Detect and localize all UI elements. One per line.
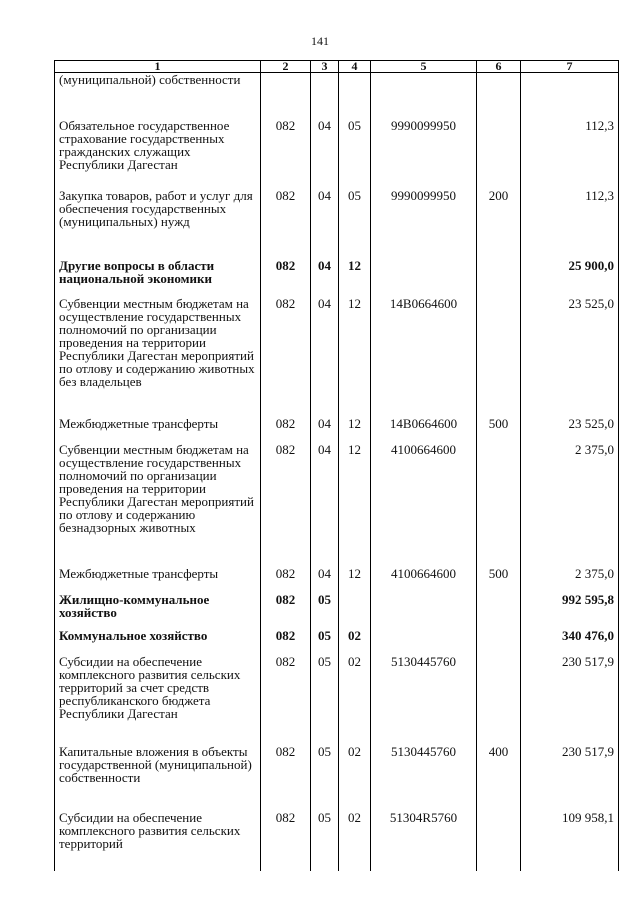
row-ved-cell: 082 <box>261 629 311 655</box>
header-row <box>55 61 619 73</box>
row-pr-cell <box>339 593 371 629</box>
row-vr-cell <box>477 811 521 871</box>
row-vr-cell <box>477 119 521 189</box>
row-vr-cell <box>477 259 521 297</box>
table-row <box>55 629 619 655</box>
table-row <box>55 593 619 629</box>
header-col-1: 1 <box>55 61 261 73</box>
header-col-2: 2 <box>261 61 311 73</box>
row-sum-cell <box>521 73 619 119</box>
row-name-cell: Субвенции местным бюджетам на осуществление государственных полномочий по организации проведения на территории Республики Дагестан мероприятий по отлову и содержанию животных без владельцев <box>55 297 261 417</box>
row-csr-cell: 5130445760 <box>371 655 477 745</box>
row-pr-cell: 12 <box>339 443 371 567</box>
row-rz-cell: 04 <box>311 567 339 593</box>
row-sum-cell: 23 525,0 <box>521 417 619 443</box>
row-vr-cell <box>477 73 521 119</box>
row-rz-cell: 04 <box>311 443 339 567</box>
table-row <box>55 745 619 811</box>
row-pr-cell: 05 <box>339 119 371 189</box>
row-pr-cell: 12 <box>339 259 371 297</box>
row-name-cell: Межбюджетные трансферты <box>55 417 261 443</box>
row-name-cell: Субсидии на обеспечение комплексного развития сельских территорий за счет средств республиканского бюджета Республики Дагестан <box>55 655 261 745</box>
table-row <box>55 297 619 417</box>
header-col-3: 3 <box>311 61 339 73</box>
row-sum-cell: 23 525,0 <box>521 297 619 417</box>
row-sum-cell: 112,3 <box>521 189 619 259</box>
row-pr-cell: 12 <box>339 417 371 443</box>
row-csr-cell <box>371 629 477 655</box>
row-csr-cell <box>371 593 477 629</box>
row-sum-cell: 992 595,8 <box>521 593 619 629</box>
row-sum-cell: 25 900,0 <box>521 259 619 297</box>
row-vr-cell <box>477 297 521 417</box>
row-vr-cell <box>477 443 521 567</box>
row-sum-cell: 112,3 <box>521 119 619 189</box>
page-number: 141 <box>311 34 329 48</box>
row-pr-cell <box>339 73 371 119</box>
row-vr-cell <box>477 655 521 745</box>
row-vr-cell: 200 <box>477 189 521 259</box>
row-ved-cell <box>261 73 311 119</box>
row-name-cell: Другие вопросы в области национальной экономики <box>55 259 261 297</box>
row-ved-cell: 082 <box>261 567 311 593</box>
row-pr-cell: 02 <box>339 745 371 811</box>
row-rz-cell: 04 <box>311 259 339 297</box>
row-ved-cell: 082 <box>261 745 311 811</box>
row-sum-cell: 340 476,0 <box>521 629 619 655</box>
header-col-4: 4 <box>339 61 371 73</box>
row-name-cell: Субвенции местным бюджетам на осуществление государственных полномочий по организации проведения на территории Республики Дагестан мероприятий по отлову и содержанию безнадзорных животных <box>55 443 261 567</box>
row-csr-cell: 51304R5760 <box>371 811 477 871</box>
row-ved-cell: 082 <box>261 189 311 259</box>
row-pr-cell: 02 <box>339 655 371 745</box>
row-rz-cell: 05 <box>311 629 339 655</box>
row-ved-cell: 082 <box>261 811 311 871</box>
row-ved-cell: 082 <box>261 259 311 297</box>
row-vr-cell <box>477 593 521 629</box>
table-row <box>55 811 619 871</box>
row-rz-cell: 05 <box>311 745 339 811</box>
row-rz-cell: 04 <box>311 417 339 443</box>
row-ved-cell: 082 <box>261 593 311 629</box>
row-sum-cell: 2 375,0 <box>521 567 619 593</box>
table-row <box>55 259 619 297</box>
row-rz-cell: 05 <box>311 811 339 871</box>
row-rz-cell: 04 <box>311 119 339 189</box>
row-rz-cell <box>311 73 339 119</box>
row-sum-cell: 109 958,1 <box>521 811 619 871</box>
row-csr-cell: 9990099950 <box>371 189 477 259</box>
row-ved-cell: 082 <box>261 119 311 189</box>
row-ved-cell: 082 <box>261 655 311 745</box>
row-csr-cell: 14В0664600 <box>371 417 477 443</box>
row-ved-cell: 082 <box>261 417 311 443</box>
row-name-cell: Субсидии на обеспечение комплексного развития сельских территорий <box>55 811 261 871</box>
row-sum-cell: 2 375,0 <box>521 443 619 567</box>
row-vr-cell: 500 <box>477 567 521 593</box>
row-pr-cell: 02 <box>339 629 371 655</box>
row-vr-cell: 400 <box>477 745 521 811</box>
table-row <box>55 443 619 567</box>
row-csr-cell: 14В0664600 <box>371 297 477 417</box>
row-csr-cell <box>371 73 477 119</box>
table-row <box>55 189 619 259</box>
row-name-cell: Жилищно-коммунальное хозяйство <box>55 593 261 629</box>
row-pr-cell: 12 <box>339 567 371 593</box>
row-pr-cell: 12 <box>339 297 371 417</box>
row-sum-cell: 230 517,9 <box>521 655 619 745</box>
header-col-7: 7 <box>521 61 619 73</box>
row-rz-cell: 04 <box>311 297 339 417</box>
row-name-cell: Коммунальное хозяйство <box>55 629 261 655</box>
row-name-cell: Обязательное государственное страхование государственных гражданских служащих Республики Дагестан <box>55 119 261 189</box>
row-name-cell: Межбюджетные трансферты <box>55 567 261 593</box>
row-pr-cell: 02 <box>339 811 371 871</box>
row-csr-cell: 5130445760 <box>371 745 477 811</box>
row-csr-cell: 4100664600 <box>371 443 477 567</box>
row-name-cell: (муниципальной) собственности <box>55 73 261 119</box>
row-ved-cell: 082 <box>261 443 311 567</box>
table-row <box>55 119 619 189</box>
row-rz-cell: 04 <box>311 189 339 259</box>
row-name-cell: Капитальные вложения в объекты государственной (муниципальной) собственности <box>55 745 261 811</box>
row-ved-cell: 082 <box>261 297 311 417</box>
row-csr-cell <box>371 259 477 297</box>
table-row <box>55 567 619 593</box>
table-row <box>55 73 619 119</box>
row-rz-cell: 05 <box>311 593 339 629</box>
row-pr-cell: 05 <box>339 189 371 259</box>
row-sum-cell: 230 517,9 <box>521 745 619 811</box>
table-row <box>55 417 619 443</box>
row-csr-cell: 4100664600 <box>371 567 477 593</box>
table-row <box>55 655 619 745</box>
header-col-6: 6 <box>477 61 521 73</box>
row-vr-cell <box>477 629 521 655</box>
row-rz-cell: 05 <box>311 655 339 745</box>
row-vr-cell: 500 <box>477 417 521 443</box>
row-csr-cell: 9990099950 <box>371 119 477 189</box>
budget-table <box>54 60 619 871</box>
header-col-5: 5 <box>371 61 477 73</box>
row-name-cell: Закупка товаров, работ и услуг для обеспечения государственных (муниципальных) нужд <box>55 189 261 259</box>
